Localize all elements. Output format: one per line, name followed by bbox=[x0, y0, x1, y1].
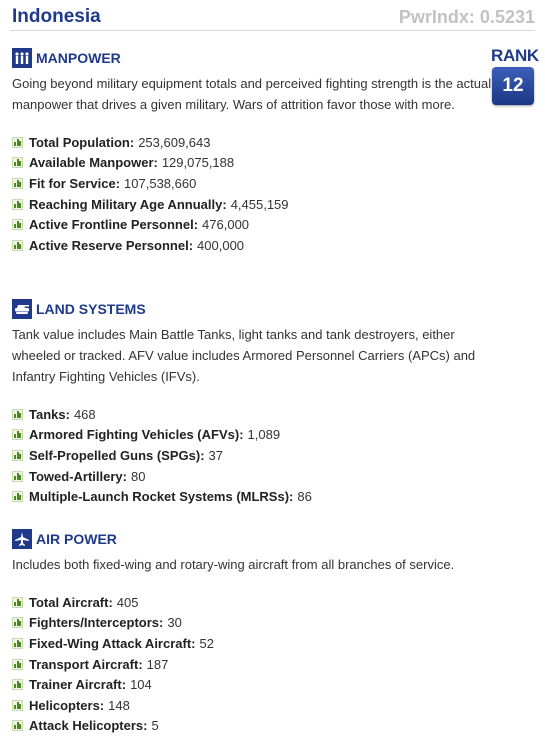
manpower-title: MANPOWER bbox=[36, 50, 121, 66]
stat-label: Total Aircraft: bbox=[29, 594, 113, 610]
bar-chart-icon bbox=[12, 240, 23, 251]
stat-row bbox=[12, 194, 492, 215]
stat-value: 80 bbox=[131, 468, 146, 484]
stat-value: 52 bbox=[199, 635, 214, 651]
bar-chart-icon bbox=[12, 429, 23, 440]
stat-row bbox=[12, 633, 492, 654]
stat-row bbox=[12, 466, 492, 487]
bar-chart-icon bbox=[12, 659, 23, 670]
stat-value: 86 bbox=[297, 489, 312, 505]
manpower-section bbox=[12, 47, 492, 256]
stat-value: 107,538,660 bbox=[124, 175, 197, 191]
stat-row bbox=[12, 486, 492, 507]
stat-row bbox=[12, 153, 492, 174]
stat-value: 253,609,643 bbox=[138, 134, 211, 150]
stat-value: 405 bbox=[116, 594, 139, 610]
stat-label: Tanks: bbox=[29, 406, 70, 422]
bar-chart-icon bbox=[12, 219, 23, 230]
manpower-header bbox=[12, 47, 492, 69]
bar-chart-icon bbox=[12, 638, 23, 649]
stat-label: Fixed-Wing Attack Aircraft: bbox=[29, 635, 196, 651]
stat-value: 187 bbox=[146, 656, 169, 672]
bar-chart-icon bbox=[12, 617, 23, 628]
manpower-stats bbox=[12, 132, 492, 256]
land-stats bbox=[12, 404, 492, 507]
tank-icon bbox=[12, 299, 32, 319]
stat-row bbox=[12, 613, 492, 634]
stat-row bbox=[12, 654, 492, 675]
land-header bbox=[12, 298, 492, 320]
stat-value: 5 bbox=[151, 718, 159, 734]
manpower-description: Going beyond military equipment totals and perceived fighting strength is the actual manpower that drives a given military. Wars of attrition favor those with more. bbox=[12, 76, 492, 112]
stat-row bbox=[12, 132, 492, 153]
stat-label: Fighters/Interceptors: bbox=[29, 615, 164, 631]
stat-label: Towed-Artillery: bbox=[29, 468, 127, 484]
bar-chart-icon bbox=[12, 199, 23, 210]
bar-chart-icon bbox=[12, 157, 23, 168]
stat-label: Reaching Military Age Annually: bbox=[29, 196, 227, 212]
stat-row bbox=[12, 404, 492, 425]
bar-chart-icon bbox=[12, 409, 23, 420]
stat-value: 148 bbox=[108, 697, 130, 713]
stat-value: 30 bbox=[167, 615, 182, 631]
bar-chart-icon bbox=[12, 491, 23, 502]
stat-label: Transport Aircraft: bbox=[29, 656, 143, 672]
air-section bbox=[12, 528, 492, 736]
power-index: PwrIndx: 0.5231 bbox=[398, 7, 535, 27]
bar-chart-icon bbox=[12, 597, 23, 608]
stat-value: 468 bbox=[73, 406, 96, 422]
people-icon bbox=[12, 48, 32, 68]
bar-chart-icon bbox=[12, 137, 23, 148]
country-title: Indonesia bbox=[12, 6, 101, 27]
stat-row bbox=[12, 235, 492, 256]
stat-label: Self-Propelled Guns (SPGs): bbox=[29, 447, 205, 463]
stat-row bbox=[12, 695, 492, 716]
air-header bbox=[12, 528, 492, 550]
stat-row bbox=[12, 445, 492, 466]
rank-badge bbox=[491, 46, 539, 105]
stat-label: Multiple-Launch Rocket Systems (MLRSs): bbox=[29, 489, 294, 505]
bar-chart-icon bbox=[12, 679, 23, 690]
rank-value: 12 bbox=[492, 67, 534, 105]
stat-label: Attack Helicopters: bbox=[29, 718, 148, 734]
land-description: Tank value includes Main Battle Tanks, light tanks and tank destroyers, either wheeled or tracked. AFV value includes Armored Personnel Carriers (APCs) and Infantry Fighting Vehicles (IFVs). bbox=[12, 327, 476, 384]
stat-value: 1,089 bbox=[247, 427, 281, 443]
stat-label: Active Frontline Personnel: bbox=[29, 217, 199, 233]
stat-row bbox=[12, 214, 492, 235]
bar-chart-icon bbox=[12, 450, 23, 461]
stat-row bbox=[12, 173, 492, 194]
bar-chart-icon bbox=[12, 720, 23, 731]
stat-label: Active Reserve Personnel: bbox=[29, 237, 194, 253]
stat-value: 400,000 bbox=[197, 237, 245, 253]
stat-value: 129,075,188 bbox=[161, 155, 235, 171]
stat-value: 104 bbox=[130, 677, 152, 693]
stat-label: Helicopters: bbox=[29, 697, 105, 713]
bar-chart-icon bbox=[12, 700, 23, 711]
land-title: LAND SYSTEMS bbox=[36, 301, 146, 317]
stat-row bbox=[12, 425, 492, 446]
stat-value: 37 bbox=[208, 447, 223, 463]
stat-label: Total Population: bbox=[29, 134, 135, 150]
stat-label: Trainer Aircraft: bbox=[29, 677, 127, 693]
stat-label: Available Manpower: bbox=[29, 155, 158, 171]
stat-row bbox=[12, 674, 492, 695]
stat-row bbox=[12, 716, 492, 737]
air-description: Includes both fixed-wing and rotary-wing aircraft from all branches of service. bbox=[12, 557, 455, 572]
stat-row bbox=[12, 592, 492, 613]
jet-icon bbox=[12, 529, 32, 549]
air-title: AIR POWER bbox=[36, 531, 117, 547]
stat-value: 476,000 bbox=[202, 217, 250, 233]
stat-value: 4,455,159 bbox=[230, 196, 289, 212]
stat-label: Fit for Service: bbox=[29, 175, 121, 191]
air-stats bbox=[12, 592, 492, 736]
bar-chart-icon bbox=[12, 471, 23, 482]
stat-label: Armored Fighting Vehicles (AFVs): bbox=[29, 427, 244, 443]
country-header bbox=[10, 2, 535, 31]
land-section bbox=[12, 298, 492, 507]
rank-label: RANK bbox=[491, 46, 539, 65]
bar-chart-icon bbox=[12, 178, 23, 189]
